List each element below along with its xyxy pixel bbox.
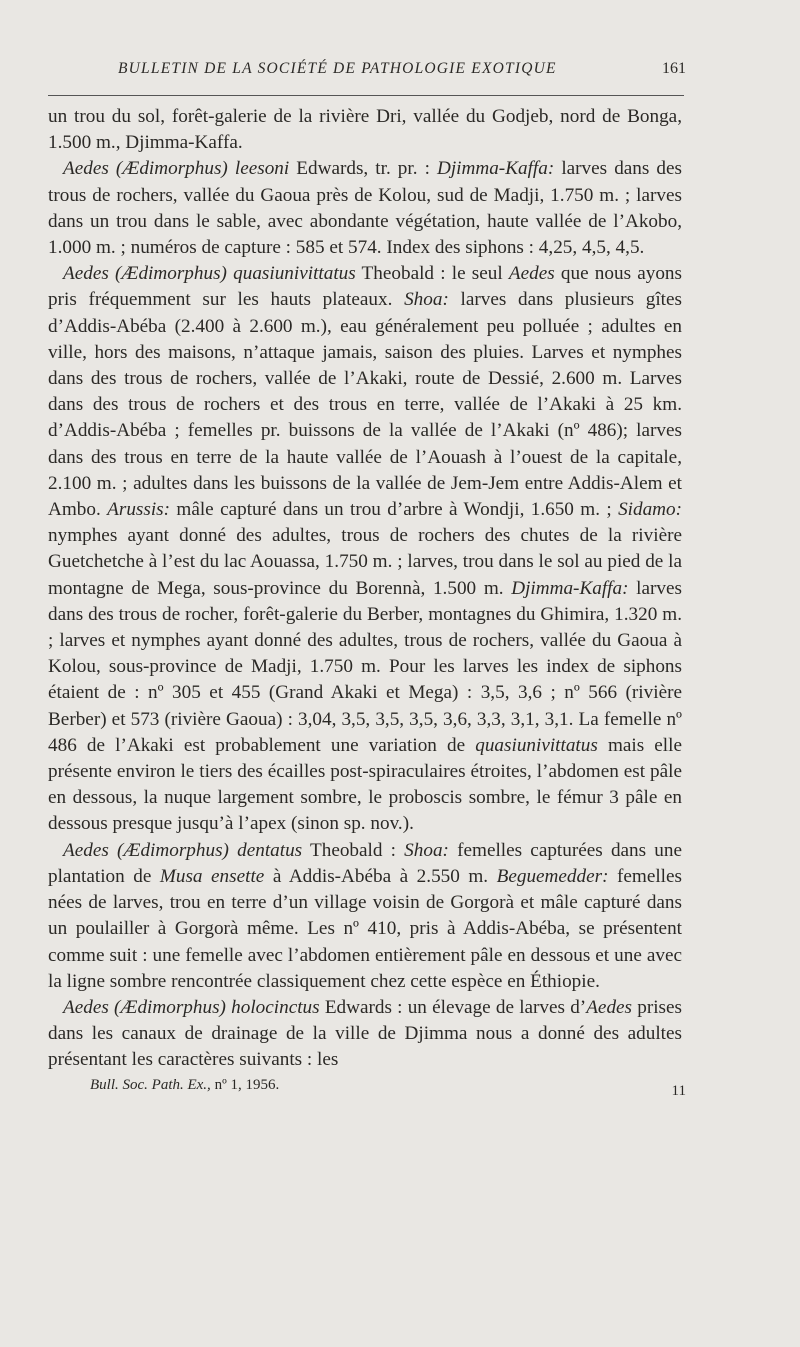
text-run: larves dans des trous de rocher, forêt-galerie du Berber, montagnes du Ghimira, 1.320 m. ; larves et nymphes ayant donné des adultes, trous de rochers, vallée du Gaoua à Kolou, sous-province de Madji, 1.750 m. Pour les larves les index de siphons étaient de : nº 305 et 455 (Grand Akaki et Mega) : 3,5, 3,6 ; nº 566 (rivière Berber) et 573 (rivière Gaoua) : 3,04, 3,5, 3,5, 3,5, 3,6, 3,3, 3,1, 3,1. La femelle nº 486 de l’Akaki est probablement une variation de — [48, 577, 682, 756]
italic-term: Djimma-Kaffa: — [436, 158, 555, 180]
text-run: Theobald : le seul — [355, 263, 509, 285]
paragraph — [48, 156, 682, 261]
signature-mark: 11 — [671, 1083, 686, 1099]
paragraph — [48, 261, 682, 837]
paragraph — [48, 104, 682, 156]
text-run: Theobald : — [302, 839, 405, 861]
italic-term: Shoa: — [404, 289, 449, 311]
text-run: Edwards : un élevage de larves d’ — [319, 996, 587, 1018]
text-run: prises dans les canaux de drainage de la ville de Djimma nous a donné des adultes présentant les caractères suivants : les — [48, 996, 682, 1071]
text-run: mâle capturé dans un trou d’arbre à Wondji, 1.650 m. ; — [170, 499, 619, 521]
italic-term: Aedes (Ædimorphus) quasiunivittatus — [63, 263, 356, 285]
text-run: mais elle présente environ le tiers des écailles post-spiraculaires étroites, l’abdomen est pâle en dessous, la nuque largement sombre, le proboscis sombre, le fémur 3 pâle en dessous presque jusqu’à l’apex (sinon sp. nov.). — [48, 734, 682, 835]
italic-term: Arussis: — [107, 499, 171, 521]
italic-term: Aedes — [508, 263, 555, 285]
italic-term: Aedes (Ædimorphus) leesoni — [63, 158, 290, 180]
italic-term: quasiunivittatus — [475, 734, 598, 756]
paragraph — [48, 995, 682, 1074]
paragraph — [48, 838, 682, 995]
italic-term: Aedes (Ædimorphus) holocinctus — [63, 996, 320, 1018]
text-run: que nous ayons pris fréquemment sur les hauts plateaux. — [48, 263, 682, 311]
text-run: larves dans plusieurs gîtes d’Addis-Abéba (2.400 à 2.600 m.), eau généralement peu polluée ; adultes en ville, hors des maisons, n’attaque jamais, saison des pluies. Larves et nymphes dans des trous de rochers, vallée de l’Akaki, route de Dessié, 2.600 m. Larves dans des trous de rochers et des trous en terre, vallée de l’Akaki à 25 km. d’Addis-Abéba ; femelles pr. buissons de la vallée de l’Akaki (nº 486); larves dans des trous en terre de la haute vallée de l’Aouash à l’ouest de la capitale, 2.100 m. ; adultes dans les buissons de la vallée de Jem-Jem entre Addis-Alem et Ambo. — [48, 289, 682, 521]
text-run: à Addis-Abéba à 2.550 m. — [264, 865, 497, 887]
italic-term: Aedes (Ædimorphus) dentatus — [63, 839, 303, 861]
text-run: Edwards, tr. pr. : — [289, 158, 437, 180]
body-text — [48, 104, 682, 1074]
running-title: BULLETIN DE LA SOCIÉTÉ DE PATHOLOGIE EXOTIQUE — [118, 60, 557, 77]
italic-term: Sidamo: — [618, 499, 683, 521]
footer — [90, 1077, 686, 1099]
header-rule — [48, 95, 684, 96]
text-run: un trou du sol, forêt-galerie de la rivière Dri, vallée du Godjeb, nord de Bonga, 1.500 m., Djimma-Kaffa. — [48, 106, 682, 154]
footer-citation: Bull. Soc. Path. Ex., — [90, 1077, 211, 1093]
italic-term: Djimma-Kaffa: — [511, 577, 629, 599]
text-run: nymphes ayant donné des adultes, trous de rochers des chutes de la rivière Guetchetche à l’est du lac Aouassa, 1.750 m. ; larves, trou dans le sol au pied de la montagne de Mega, sous-province du Borennà, 1.500 m. — [48, 525, 682, 599]
text-run: femelles capturées dans une plantation de — [48, 839, 683, 887]
text-run: larves dans des trous de rochers, vallée du Gaoua près de Kolou, sud de Madji, 1.750 m. ; larves dans un trou dans le sable, avec abondante végétation, haute vallée de l’Akobo, 1.000 m. ; numéros de capture : 585 et 574. Index des siphons : 4,25, 4,5, 4,5. — [48, 158, 682, 259]
text-run: femelles nées de larves, trou en terre d’un village voisin de Gorgorà et mâle capturé dans un poulailler à Gorgorà même. Les nº 410, pris à Addis-Abéba, se présentent comme suit : une femelle avec l’abdomen entièrement pâle en dessous et une avec la ligne sombre rencontrée classiquement chez cette espèce en Éthiopie. — [48, 865, 682, 992]
italic-term: Shoa: — [404, 839, 449, 861]
page-number: 161 — [662, 60, 686, 77]
footer-issue: nº 1, 1956. — [214, 1077, 280, 1093]
italic-term: Beguemedder: — [496, 865, 609, 887]
italic-term: Aedes — [586, 996, 633, 1018]
italic-term: Musa ensette — [159, 865, 265, 887]
running-header — [118, 60, 686, 78]
